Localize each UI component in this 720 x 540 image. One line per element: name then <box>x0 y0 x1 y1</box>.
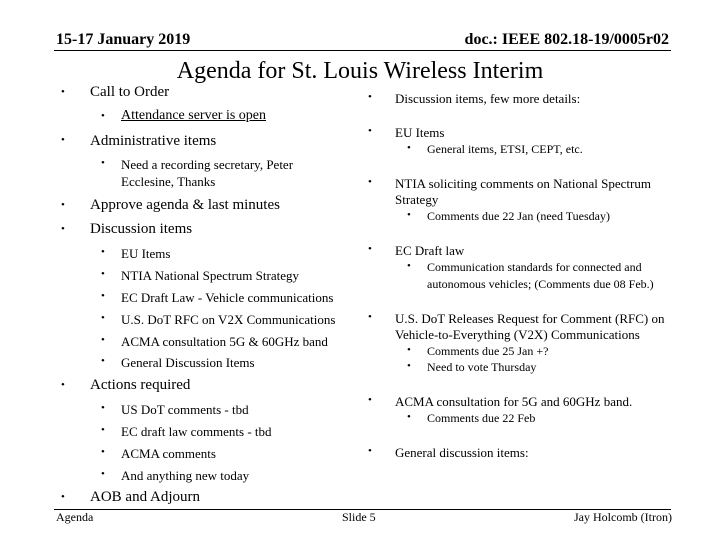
eu-items: EU Items <box>395 125 445 140</box>
bullet: • <box>101 446 105 458</box>
discussion-item: NTIA National Spectrum Strategy <box>121 268 299 283</box>
eu-sub: General items, ETSI, CEPT, etc. <box>427 142 583 156</box>
approve-agenda: Approve agenda & last minutes <box>90 197 280 213</box>
slide-title: Agenda for St. Louis Wireless Interim <box>176 58 544 84</box>
bullet: • <box>407 260 411 272</box>
dot-sub-1: Comments due 25 Jan +? <box>427 344 549 358</box>
bullet: • <box>101 468 105 480</box>
bullet: • <box>368 445 372 457</box>
bullet: • <box>368 394 372 406</box>
ntia-sub: Comments due 22 Jan (need Tuesday) <box>427 209 610 223</box>
general-discussion: General discussion items: <box>395 445 529 460</box>
bullet: • <box>61 379 65 391</box>
discussion-items: Discussion items <box>90 221 193 237</box>
ec-sub-line-2: autonomous vehicles; (Comments due 08 Feb.) <box>427 277 654 291</box>
discussion-item: General Discussion Items <box>121 355 255 370</box>
acma-sub: Comments due 22 Feb <box>427 411 536 425</box>
bullet: • <box>407 360 411 372</box>
bullet: • <box>61 491 65 503</box>
dot-sub-2: Need to vote Thursday <box>427 360 537 374</box>
details-heading: Discussion items, few more details: <box>395 91 581 106</box>
discussion-item: EU Items <box>121 246 171 261</box>
dot-line-2: Vehicle-to-Everything (V2X) Communications <box>395 327 640 342</box>
bullet: • <box>101 312 105 324</box>
bullet: • <box>101 424 105 436</box>
secretary-line-2: Ecclesine, Thanks <box>121 174 216 189</box>
bullet: • <box>368 176 372 188</box>
bullet: • <box>61 134 65 146</box>
bullet: • <box>61 86 65 98</box>
action-item: ACMA comments <box>121 446 216 461</box>
action-item: EC draft law comments - tbd <box>121 424 272 439</box>
bullet: • <box>101 334 105 346</box>
header-date: 15-17 January 2019 <box>56 31 191 48</box>
bullet: • <box>368 311 372 323</box>
attendance-item: Attendance server is open <box>121 108 266 123</box>
bullet: • <box>61 223 65 235</box>
ec-sub-line-1: Communication standards for connected and <box>427 260 642 274</box>
dot-line-1: U.S. DoT Releases Request for Comment (RFC) on <box>395 311 665 326</box>
action-item: US DoT comments - tbd <box>121 402 249 417</box>
bullet: • <box>407 344 411 356</box>
discussion-item: EC Draft Law - Vehicle communications <box>121 290 334 305</box>
bullet: • <box>368 91 372 103</box>
discussion-item: ACMA consultation 5G & 60GHz band <box>121 334 328 349</box>
bullet: • <box>407 411 411 423</box>
bullet: • <box>101 157 105 169</box>
acma-item: ACMA consultation for 5G and 60GHz band. <box>395 394 633 409</box>
discussion-item: U.S. DoT RFC on V2X Communications <box>121 312 336 327</box>
ntia-line-1: NTIA soliciting comments on National Spectrum <box>395 176 651 191</box>
bullet: • <box>407 209 411 221</box>
bullet: • <box>101 402 105 414</box>
ntia-line-2: Strategy <box>395 192 439 207</box>
aob-adjourn: AOB and Adjourn <box>90 489 200 505</box>
ec-draft-law: EC Draft law <box>395 243 465 258</box>
header-divider <box>54 50 671 51</box>
call-to-order: Call to Order <box>90 84 170 100</box>
bullet: • <box>101 268 105 280</box>
footer-left: Agenda <box>56 510 94 524</box>
administrative-items: Administrative items <box>90 133 217 149</box>
secretary-line-1: Need a recording secretary, Peter <box>121 157 294 172</box>
bullet: • <box>368 243 372 255</box>
footer-author: Jay Holcomb (Itron) <box>574 510 672 524</box>
bullet: • <box>101 110 105 122</box>
bullet: • <box>61 199 65 211</box>
bullet: • <box>101 290 105 302</box>
action-item: And anything new today <box>121 468 250 483</box>
header-doc-id: doc.: IEEE 802.18-19/0005r02 <box>464 31 669 48</box>
bullet: • <box>101 355 105 367</box>
bullet: • <box>368 125 372 137</box>
bullet: • <box>101 246 105 258</box>
footer-slide-number: Slide 5 <box>342 510 376 524</box>
actions-required: Actions required <box>90 377 191 393</box>
bullet: • <box>407 142 411 154</box>
